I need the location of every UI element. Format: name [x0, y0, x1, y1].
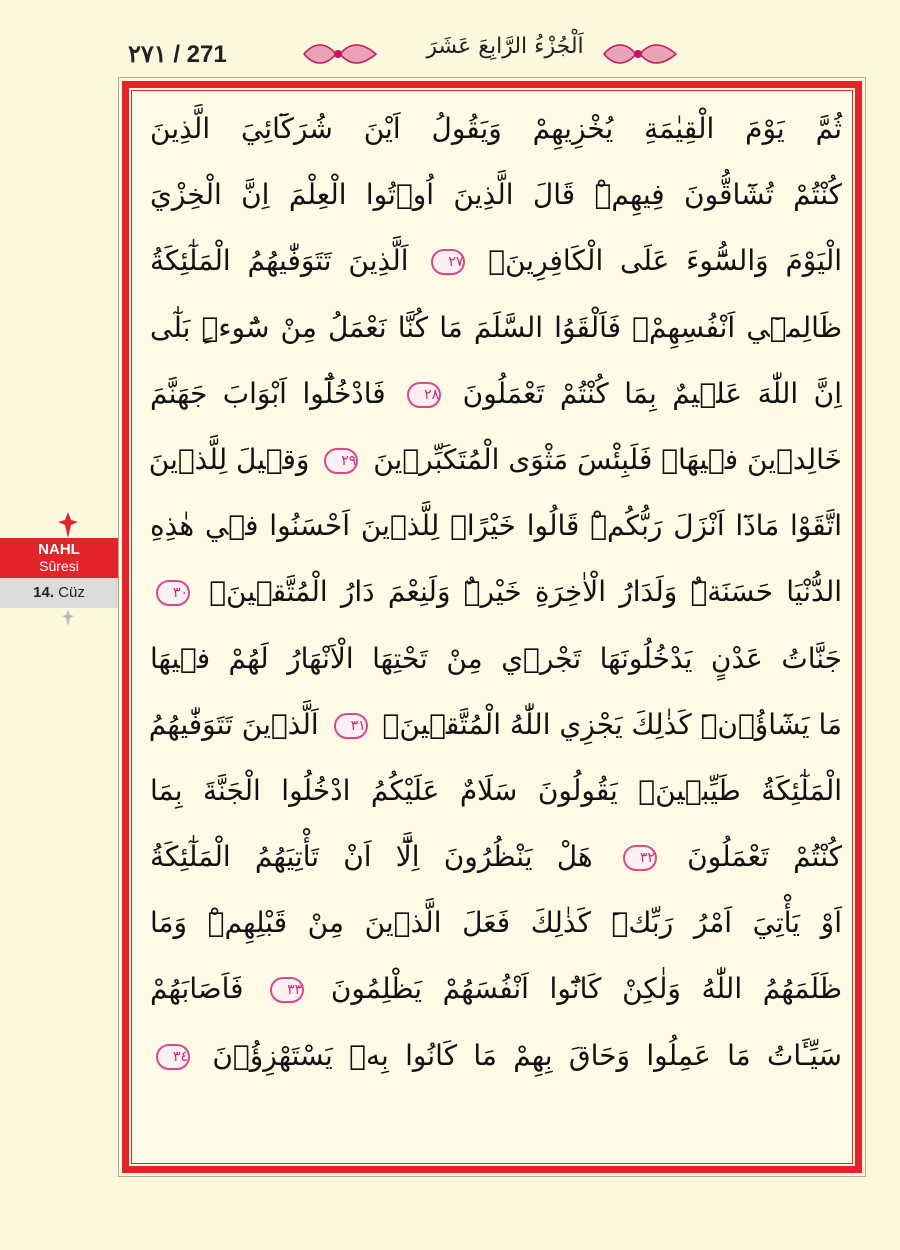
verse-text: سَيِّـَٔاتُ مَا عَمِلُوا وَحَاقَ بِهِمْ مَا كَانُوا بِهٖ يَسْتَهْزِؤُ۫نَ: [212, 1038, 843, 1072]
ayah-number-marker: ٢٧: [431, 249, 465, 275]
text-line: [146, 96, 846, 162]
verse-text: ثُمَّ يَوْمَ الْقِيٰمَةِ يُخْزِيهِمْ وَيَقُولُ اَيْنَ شُرَكَٓائِيَ الَّذِينَ: [150, 112, 842, 145]
verse-text: مَا يَشَٓاؤُ۫نَۜ كَذٰلِكَ يَجْزِي اللّٰهُ الْمُتَّقٖينَۙ: [382, 707, 842, 741]
text-line: [146, 758, 846, 824]
verse-text: اتَّقَوْا مَاذَٓا اَنْزَلَ رَبُّكُمْۜ قَالُوا خَيْرًاۜ لِلَّذٖينَ اَحْسَنُوا فٖي هٰذِهِ: [150, 509, 842, 543]
text-line: [146, 559, 846, 625]
text-line: [146, 228, 846, 294]
left-header-ornament-icon: [300, 40, 380, 68]
right-header-ornament-icon: [600, 40, 680, 68]
surah-word: Sûresi: [39, 558, 79, 574]
verse-text: كُنْتُمْ تَعْمَلُونَ: [687, 840, 842, 874]
juz-title: اَلْجُزْءُ الرَّابِعَ عَشَرَ: [426, 34, 584, 59]
surah-side-tab[interactable]: [0, 512, 120, 608]
text-line: [146, 956, 846, 1022]
verse-text-continued: فَادْخُلُٓوا اَبْوَابَ جَهَنَّمَ: [150, 376, 386, 410]
verse-text-continued: اَلَّذِينَ تَتَوَفّٰيهُمُ الْمَلٰٓئِكَةُ: [150, 244, 409, 278]
text-line: [146, 824, 846, 890]
surah-name: NAHL: [38, 541, 80, 558]
verse-text-continued: فَاَصَابَهُمْ: [150, 972, 244, 1006]
ayah-number-marker: ٢٩: [324, 448, 358, 474]
ayah-number-marker: ٣١: [334, 713, 368, 739]
verse-text: ظَالِمٖٓي اَنْفُسِهِمْۖ فَاَلْقَوُا السَّلَمَ مَا كُنَّا نَعْمَلُ مِنْ سُٓوءٍۜ بَلٰٓى: [150, 310, 842, 344]
surah-label: [0, 538, 118, 578]
verse-text-continued: اَلَّذٖينَ تَتَوَفّٰيهُمُ: [148, 707, 319, 741]
verse-text: اِنَّ اللّٰهَ عَلٖيمٌ بِمَا كُنْتُمْ تَعْمَلُونَ: [462, 376, 842, 410]
verse-text: خَالِدٖينَ فٖيهَاۜ فَلَبِئْسَ مَثْوَى الْمُتَكَبِّرٖينَ: [373, 442, 842, 476]
text-line: [146, 890, 846, 956]
text-line: [146, 1023, 846, 1089]
juz-number: 14.: [33, 584, 54, 601]
verse-text-continued: وَقٖيلَ لِلَّذٖينَ: [148, 442, 310, 476]
verse-text-continued: هَلْ يَنْظُرُونَ اِلَّٓا اَنْ تَأْتِيَهُمُ الْمَلٰٓئِكَةُ: [150, 840, 593, 874]
verse-text: ظَلَمَهُمُ اللّٰهُ وَلٰكِنْ كَانُٓوا اَنْفُسَهُمْ يَظْلِمُونَ: [330, 972, 843, 1006]
fleur-icon: [58, 512, 78, 538]
page-header: [0, 28, 900, 78]
small-fleur-icon: [62, 610, 74, 626]
ayah-number-marker: ٣٤: [156, 1044, 190, 1070]
verse-text: الدُّنْيَا حَسَنَةٌۜ وَلَدَارُ الْاٰخِرَةِ خَيْرٌۜ وَلَنِعْمَ دَارُ الْمُتَّقٖينَۙ: [209, 575, 843, 609]
text-line: [146, 692, 846, 758]
ayah-number-marker: ٣٣: [270, 977, 304, 1003]
verse-text: الْمَلٰٓئِكَةُ طَيِّبٖينَۙ يَقُولُونَ سَلَامٌ عَلَيْكُمُ ادْخُلُوا الْجَنَّةَ بِمَا: [150, 773, 842, 807]
ayah-number-marker: ٣٢: [623, 845, 657, 871]
ayah-number-marker: ٢٨: [407, 382, 441, 408]
text-line: [146, 295, 846, 361]
verse-text: كُنْتُمْ تُشَٓاقُّونَ فِيهِمْۜ قَالَ الَّذِينَ اُو۫تُوا الْعِلْمَ اِنَّ الْخِزْيَ: [150, 178, 842, 212]
ayah-number-marker: ٣٠: [156, 580, 190, 606]
page-number: ۲۷۱ / 271: [128, 41, 227, 68]
verse-text: الْيَوْمَ وَالسُّٓوءَ عَلَى الْكَافِرِينَۙ: [488, 244, 842, 278]
juz-word: Cüz: [58, 584, 85, 601]
verse-text: جَنَّاتُ عَدْنٍ يَدْخُلُونَهَا تَجْرٖي مِنْ تَحْتِهَا الْاَنْهَارُ لَهُمْ فٖيهَا: [150, 641, 842, 675]
text-line: [146, 626, 846, 692]
juz-label: [0, 578, 118, 608]
verse-text: اَوْ يَأْتِيَ اَمْرُ رَبِّكَۜ كَذٰلِكَ فَعَلَ الَّذٖينَ مِنْ قَبْلِهِمْۜ وَمَا: [150, 906, 842, 940]
quran-text: [146, 96, 846, 1156]
text-line: [146, 493, 846, 559]
text-line: [146, 162, 846, 228]
text-line: [146, 427, 846, 493]
text-line: [146, 361, 846, 427]
